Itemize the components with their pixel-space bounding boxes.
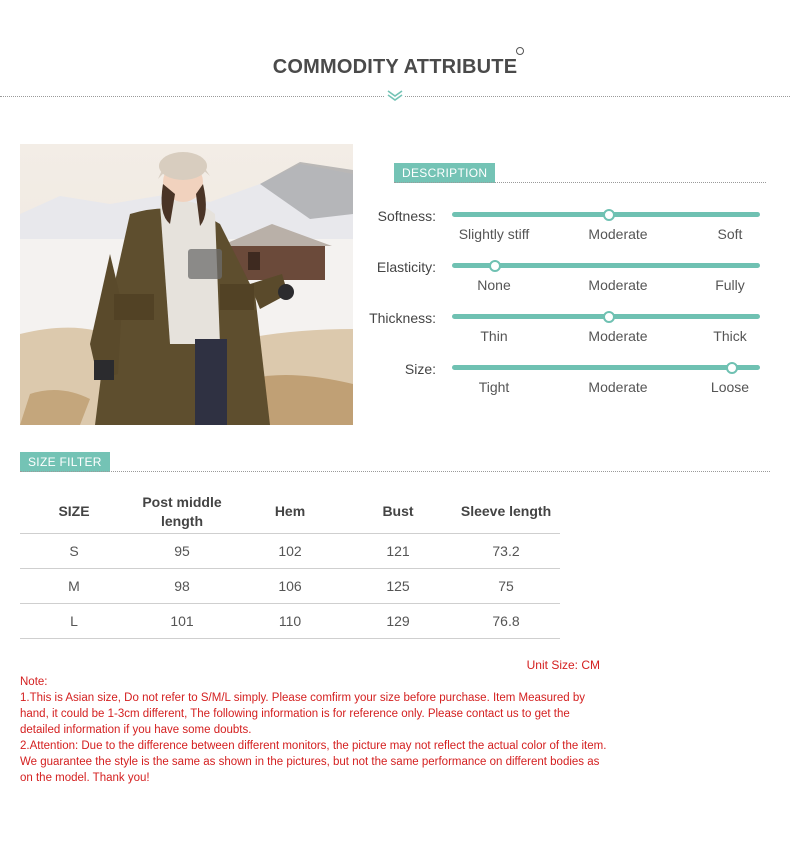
post-middle-length-cell: 98 <box>128 569 236 604</box>
attribute-option-label: Moderate <box>588 328 648 344</box>
size-column-header: SIZE <box>20 490 128 534</box>
attribute-label: Elasticity: <box>376 259 436 275</box>
size-cell: M <box>20 569 128 604</box>
note-line-1: 1.This is Asian size, Do not refer to S/M/L simply. Please comfirm your size before purchase. Item Measured by hand, it could be 1-3cm different, The following information is for reference only. Please contact us to get the detailed information if you have some doubts. <box>20 692 585 736</box>
attribute-option-label: Loose <box>710 379 750 395</box>
bust-cell: 125 <box>344 569 452 604</box>
attribute-label: Size: <box>404 361 436 377</box>
sleeve-length-cell: 73.2 <box>452 534 560 569</box>
attribute-option-label: Moderate <box>588 277 648 293</box>
attribute-option-label: Soft <box>717 226 743 242</box>
note-line-2: 2.Attention: Due to the difference between different monitors, the picture may not reflect the actual color of the item. We guarantee the style is the same as shown in the pictures, but not the same performance on different bodies as on the model. Thank you! <box>20 740 607 784</box>
sleeve-length-cell: 75 <box>452 569 560 604</box>
bust-column-header: Bust <box>344 490 452 534</box>
attribute-option-label: Moderate <box>588 226 648 242</box>
attribute-option-label: None <box>477 277 511 293</box>
attribute-scale-marker <box>603 311 615 323</box>
notes-block <box>20 674 610 786</box>
attribute-option-label: Fully <box>715 277 745 293</box>
size-filter-divider <box>20 471 770 472</box>
hem-column-header: Hem <box>236 490 344 534</box>
hem-cell: 106 <box>236 569 344 604</box>
sleeve-length-column-header: Sleeve length <box>452 490 560 534</box>
table-row <box>20 534 560 569</box>
size-cell: L <box>20 604 128 639</box>
table-row <box>20 604 560 639</box>
bust-cell: 121 <box>344 534 452 569</box>
attribute-label: Softness: <box>377 208 436 224</box>
double-chevron-down-icon <box>385 89 405 103</box>
attribute-scale-track <box>452 365 760 370</box>
size-filter-tag: SIZE FILTER <box>20 452 110 472</box>
unit-size-label: Unit Size: CM <box>526 658 600 672</box>
hem-cell: 102 <box>236 534 344 569</box>
description-tag: DESCRIPTION <box>394 163 495 183</box>
attribute-scale-marker <box>726 362 738 374</box>
hem-cell: 110 <box>236 604 344 639</box>
description-divider <box>394 182 766 183</box>
post-middle-length-column-header: Post middle length <box>128 490 236 534</box>
attribute-option-label: Moderate <box>588 379 648 395</box>
attribute-option-label: Tight <box>478 379 510 395</box>
post-middle-length-cell: 95 <box>128 534 236 569</box>
size-table-header-row <box>20 490 560 534</box>
attribute-option-label: Thick <box>713 328 747 344</box>
attribute-scale-marker <box>603 209 615 221</box>
page-title: COMMODITY ATTRIBUTE <box>272 56 518 78</box>
attribute-label: Thickness: <box>369 310 436 326</box>
size-table <box>20 490 560 639</box>
attribute-scale-marker <box>489 260 501 272</box>
post-middle-length-cell: 101 <box>128 604 236 639</box>
table-row <box>20 569 560 604</box>
attribute-option-label: Thin <box>480 328 508 344</box>
bust-cell: 129 <box>344 604 452 639</box>
sleeve-length-cell: 76.8 <box>452 604 560 639</box>
product-photo <box>20 144 353 425</box>
degree-ring-icon <box>516 47 524 55</box>
note-title: Note: <box>20 676 48 688</box>
attribute-option-label: Slightly stiff <box>458 226 530 242</box>
size-cell: S <box>20 534 128 569</box>
